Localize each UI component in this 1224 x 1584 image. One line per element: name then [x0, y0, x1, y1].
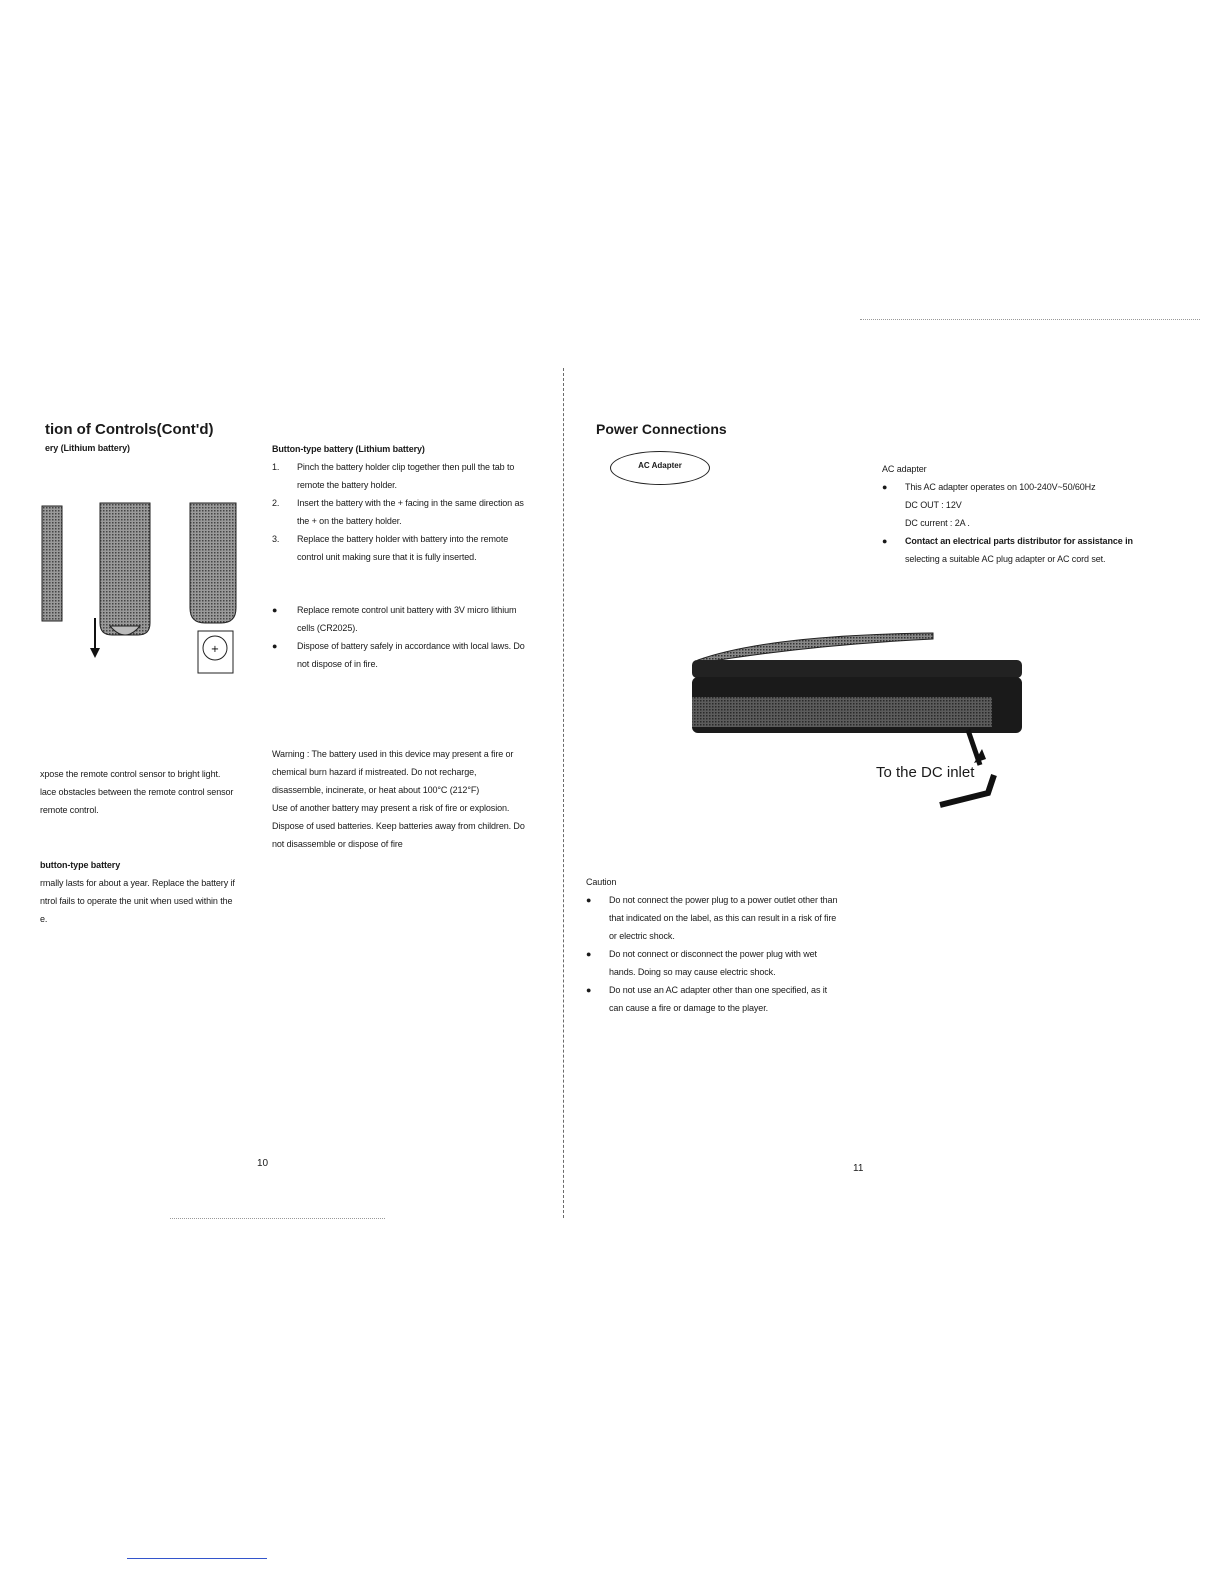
bullet-icon: ●: [586, 895, 592, 905]
ac-text: This AC adapter operates on 100-240V~50/60Hz: [905, 482, 1096, 492]
step-text: the + on the battery holder.: [297, 516, 402, 526]
bullet-icon: ●: [586, 949, 592, 959]
remote-front-view: [190, 503, 236, 623]
bullet-icon: ●: [882, 536, 888, 546]
scan-noise: [170, 1218, 385, 1219]
ac-text: DC OUT : 12V: [905, 500, 962, 510]
step-text: control unit making sure that it is fully inserted.: [297, 552, 477, 562]
ac-adapter-list: [882, 478, 1150, 568]
page-number-left: 10: [257, 1158, 269, 1169]
list-item: [882, 478, 1150, 532]
caution-text: or electric shock.: [609, 931, 675, 941]
ac-text: DC current : 2A .: [905, 518, 970, 528]
caution-text: can cause a fire or damage to the player.: [609, 1003, 768, 1013]
sensor-line: xpose the remote control sensor to bright light.: [40, 769, 221, 779]
step-number: 2.: [272, 498, 280, 508]
remote-side-view: [42, 506, 62, 621]
sensor-notes: [40, 765, 255, 819]
note-text: Dispose of battery safely in accordance with local laws. Do: [297, 641, 525, 651]
ac-adapter-heading: AC adapter: [882, 464, 927, 474]
list-item: [272, 458, 540, 494]
ac-adapter-callout: AC Adapter: [610, 451, 710, 485]
section-subtitle: ery (Lithium battery): [45, 443, 130, 453]
warning-line: Dispose of used batteries. Keep batteries away from children. Do: [272, 821, 525, 831]
list-item: [272, 494, 540, 530]
battery-steps-list: [272, 458, 540, 566]
scan-edge-line: [127, 1558, 267, 1559]
scan-noise: [860, 319, 1200, 320]
page-title-left: tion of Controls(Cont'd): [45, 421, 214, 438]
list-item: [272, 601, 540, 637]
note-text: cells (CR2025).: [297, 623, 358, 633]
bullet-icon: ●: [586, 985, 592, 995]
warning-line: Use of another battery may present a risk of fire or explosion.: [272, 803, 510, 813]
battery-notes-list: [272, 601, 540, 673]
player-lid: [698, 633, 933, 663]
bullet-icon: ●: [272, 605, 278, 615]
warning-line: disassemble, incinerate, or heat about 100°C (212°F): [272, 785, 480, 795]
player-top-edge: [692, 660, 1022, 678]
ac-text: Contact an electrical parts distributor for assistance in: [905, 536, 1133, 546]
step-text: Replace the battery holder with battery into the remote: [297, 534, 509, 544]
note-text: Replace remote control unit battery with 3V micro lithium: [297, 605, 517, 615]
battery-life-line: e.: [40, 914, 48, 924]
warning-line: Warning : The battery used in this device may present a fire or: [272, 749, 514, 759]
player-dc-illustration: [688, 625, 1033, 825]
list-item: [586, 981, 854, 1017]
arrow-head-icon: [90, 648, 100, 658]
step-text: Insert the battery with the + facing in the same direction as: [297, 498, 524, 508]
remote-battery-illustration: [40, 498, 255, 678]
battery-life-notes: [40, 874, 255, 928]
bullet-icon: ●: [272, 641, 278, 651]
step-text: Pinch the battery holder clip together then pull the tab to: [297, 462, 515, 472]
caution-text: Do not connect or disconnect the power plug with wet: [609, 949, 817, 959]
step-number: 3.: [272, 534, 280, 544]
battery-steps-heading: Button-type battery (Lithium battery): [272, 444, 425, 454]
list-item: [586, 945, 854, 981]
list-item: [272, 530, 540, 566]
bullet-icon: ●: [882, 482, 888, 492]
sensor-line: lace obstacles between the remote control sensor: [40, 787, 234, 797]
list-item: [586, 891, 854, 945]
caution-text: hands. Doing so may cause electric shock.: [609, 967, 776, 977]
remote-back-view: [100, 503, 150, 635]
sensor-line: remote control.: [40, 805, 99, 815]
battery-life-line: rmally lasts for about a year. Replace the battery if: [40, 878, 235, 888]
battery-life-line: ntrol fails to operate the unit when used within the: [40, 896, 233, 906]
caution-list: [586, 891, 854, 1017]
caution-text: Do not use an AC adapter other than one specified, as it: [609, 985, 828, 995]
ac-text: selecting a suitable AC plug adapter or AC cord set.: [905, 554, 1106, 564]
page-title-right: Power Connections: [596, 421, 727, 437]
warning-paragraph: [272, 745, 540, 853]
list-item: [272, 637, 540, 673]
caution-heading: Caution: [586, 877, 617, 887]
battery-life-heading: button-type battery: [40, 860, 121, 870]
step-number: 1.: [272, 462, 280, 472]
caution-text: Do not connect the power plug to a power outlet other than: [609, 895, 838, 905]
page-divider: [563, 368, 564, 1218]
warning-line: not disassemble or dispose of fire: [272, 839, 403, 849]
caution-text: that indicated on the label, as this can result in a risk of fire: [609, 913, 837, 923]
plus-icon: +: [210, 644, 220, 655]
page-number-right: 11: [853, 1163, 864, 1174]
dc-inlet-label: To the DC inlet: [876, 764, 975, 781]
player-front-panel: [692, 697, 992, 727]
note-text: not dispose of in fire.: [297, 659, 378, 669]
warning-line: chemical burn hazard if mistreated. Do not recharge,: [272, 767, 477, 777]
step-text: remote the battery holder.: [297, 480, 397, 490]
list-item: [882, 532, 1150, 568]
